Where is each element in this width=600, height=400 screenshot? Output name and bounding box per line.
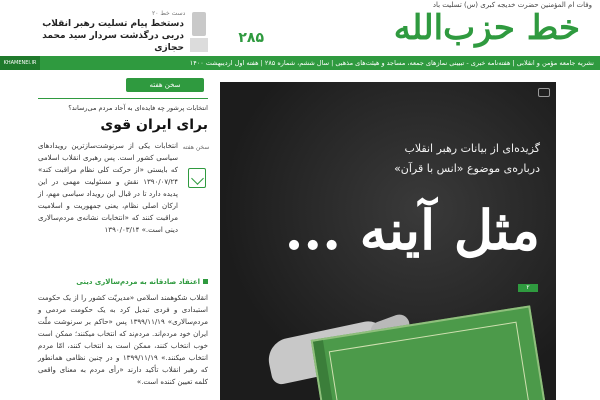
column-kicker: انتخابات پرشور چه فایده‌ای به آحاد مردم می‌رساند؟ <box>68 104 208 112</box>
emblem-icon <box>192 12 206 36</box>
feature-page-tag: ۲ <box>518 284 538 292</box>
masthead <box>0 0 600 56</box>
editorial-column <box>34 78 212 400</box>
top-headline-line-1: دستخط پیام تسلیت رهبر انقلاب <box>42 19 184 29</box>
emblem-base-icon <box>190 38 208 52</box>
column-subheading <box>38 278 208 286</box>
issue-number: ۲۸۵ <box>238 30 264 46</box>
column-side-label: سخن هفته <box>182 144 210 151</box>
feature-panel[interactable] <box>220 82 556 400</box>
column-divider <box>38 98 208 99</box>
headline-date: دست خط ۲۰ <box>152 10 186 17</box>
column-title[interactable]: برای ایران قوی <box>100 117 208 133</box>
feature-subtitle-line-2: درباره‌ی موضوع «انس با قرآن» <box>394 162 540 175</box>
column-subheading-text: اعتقاد صادقانه به مردم‌سالاری دینی <box>76 278 200 286</box>
top-strip: وفات ام المؤمنین حضرت خدیجه کبری (س) تسلیت باد <box>432 1 592 9</box>
column-body-2: انقلاب شکوهمند اسلامی «مدیریّت کشور را از یک حکومت استبدادی و فردی تبدیل کرد به یک حکومت مردمی و مردم‌سالاری» ۱۳۹۹/۱۱/۱۹ پس «حاکم بر سرنوشت ملّت ایران خود مردم‌اند. مردم‌ند که انتخاب میکنند؛ ممکن است خوب انتخاب کنند، ممکن است بد انتخاب کنند، امّا مردم انتخاب میکنند.» ۱۳۹۹/۱۱/۱۹ و در چنین نظامی همانطور که رهبر انقلاب تأکید دارند «رأی مردم به معنای واقعی کلمه تعیین کننده است.» <box>38 294 209 386</box>
newspaper-logo: خط حزب‌الله <box>393 8 580 48</box>
column-body: انتخابات یکی از سرنوشت‌سازترین رویدادهای سیاسی کشور است. پس رهبری انقلاب اسلامی که بایستی «از حرکت کلی نظام مراقبت کند» ۱۳۹۰/۰۷/۲۴ نقش و مسئولیت مهمی در این پدیده دارد تا در قبال این رویداد سیاسی مهم، از ارکان اصلی نظام، یعنی جمهوریت و اسلامیت مراقبت کنند که «انتخابات نشانه‌ی مردم‌سالاری دینی است.» ۱۳۹۰/۰۳/۱۴ <box>38 142 178 234</box>
quran-cover-border <box>329 322 529 400</box>
feature-title[interactable]: مثل آینه ... <box>284 198 540 262</box>
top-headline[interactable] <box>14 18 184 54</box>
camera-icon <box>538 88 550 97</box>
bullet-icon <box>203 279 208 284</box>
info-bar: نشریه جامعه مؤمن و انقلابی | هفته‌نامه خبری - تبیینی نمازهای جمعه، مساجد و هیئت‌های مذهبی | سال ششم، شماره ۲۸۵ | هفته اول اردیبهشت ۱۴۰۰ <box>40 56 600 70</box>
top-headline-line-2: دربی درگذشت سردار سید محمد حجازی <box>42 31 184 53</box>
column-tab: سخن هفته <box>126 78 204 92</box>
site-badge[interactable]: KHAMENEI.IR <box>0 56 40 70</box>
pen-icon <box>188 168 206 188</box>
feature-subtitle-line-1: گزیده‌ای از بیانات رهبر انقلاب <box>404 142 540 155</box>
